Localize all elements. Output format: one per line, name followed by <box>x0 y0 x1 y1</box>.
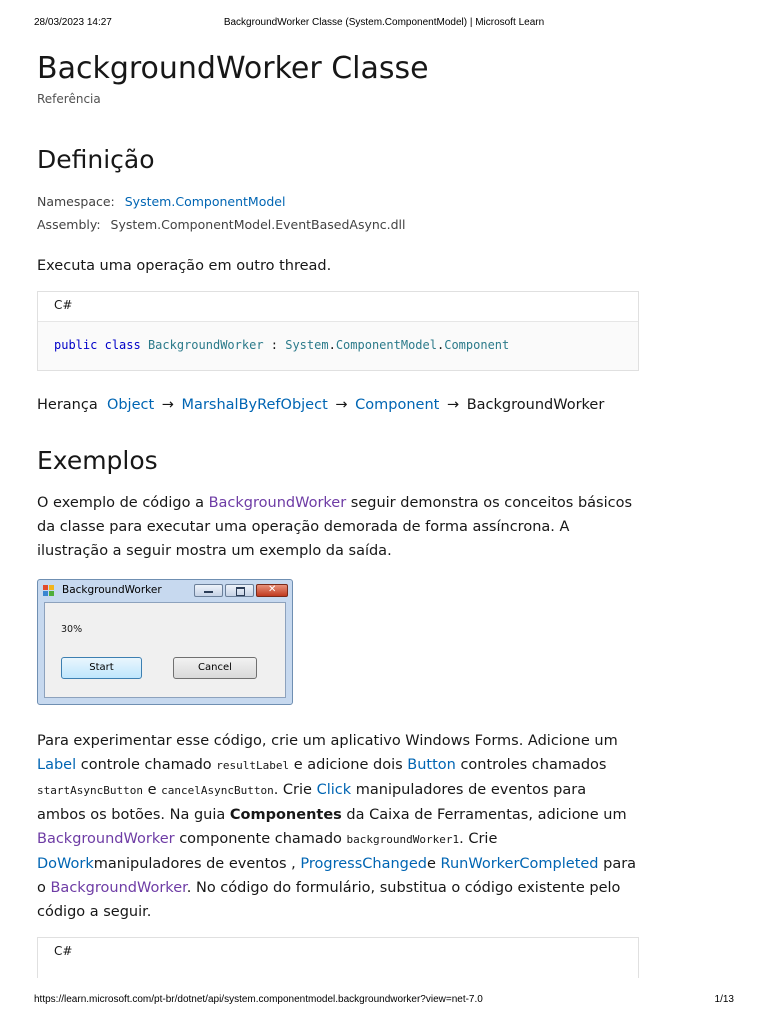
assembly-value: System.ComponentModel.EventBasedAsync.dll <box>110 217 406 232</box>
print-datetime: 28/03/2023 14:27 <box>34 17 112 28</box>
link-backgroundworker[interactable]: BackgroundWorker <box>37 831 175 847</box>
declaration-code[interactable] <box>38 322 638 370</box>
text-run: . Crie <box>273 782 317 798</box>
link-button[interactable]: Button <box>407 757 456 773</box>
code-keyword-public: public <box>54 338 98 352</box>
inline-code-backgroundworker1: backgroundWorker1 <box>346 833 460 846</box>
link-dowork[interactable]: DoWork <box>37 856 94 872</box>
code-ns-componentmodel: ComponentModel <box>335 338 437 352</box>
code-class-name: BackgroundWorker <box>147 338 264 352</box>
link-progresschanged[interactable]: ProgressChanged <box>300 856 427 872</box>
declaration-code-block <box>37 291 639 371</box>
cancel-button[interactable]: Cancel <box>173 657 257 679</box>
link-backgroundworker[interactable]: BackgroundWorker <box>208 495 347 511</box>
inheritance-link-marshalbyrefobject[interactable]: MarshalByRefObject <box>181 397 328 413</box>
print-url: https://learn.microsoft.com/pt-br/dotnet/api/system.componentmodel.backgroundworker?view=net-7.0 <box>34 994 483 1005</box>
text-run: controles chamados <box>455 757 607 773</box>
definition-heading: Definição <box>37 145 155 174</box>
text-run: . Crie <box>459 831 498 847</box>
page-subtitle: Referência <box>37 92 101 106</box>
start-button[interactable]: Start <box>61 657 142 679</box>
print-page-title: BackgroundWorker Classe (System.ComponentModel) | Microsoft Learn <box>223 17 545 28</box>
bold-componentes: Componentes <box>229 807 342 823</box>
text-run: e adicione dois <box>289 757 408 773</box>
inline-code-startasyncbutton: startAsyncButton <box>37 784 143 797</box>
examples-instructions <box>37 729 639 924</box>
assembly-label: Assembly: <box>37 217 101 232</box>
app-icon <box>43 585 55 597</box>
window-titlebar <box>38 580 292 602</box>
print-page-number: 1/13 <box>714 994 734 1005</box>
examples-heading: Exemplos <box>37 446 158 475</box>
namespace-link[interactable]: System.ComponentModel <box>124 194 286 209</box>
inline-code-resultlabel: resultLabel <box>216 759 290 772</box>
inheritance-link-component[interactable]: Component <box>355 397 440 413</box>
assembly-row <box>37 213 639 236</box>
inheritance-link-object[interactable]: Object <box>106 397 155 413</box>
text-run: manipuladores de eventos , <box>93 856 301 872</box>
namespace-label: Namespace: <box>37 194 115 209</box>
class-summary: Executa uma operação em outro thread. <box>37 258 332 274</box>
code-dot: . <box>328 338 336 352</box>
namespace-row <box>37 190 639 213</box>
code-base-class: Component <box>444 338 510 352</box>
link-label[interactable]: Label <box>37 757 77 773</box>
link-backgroundworker[interactable]: BackgroundWorker <box>50 880 187 896</box>
result-label: 30% <box>61 624 83 635</box>
code-language-label: C# <box>54 944 73 958</box>
text-run: manipuladores de eventos para ambos os botões. Na guia <box>37 782 587 823</box>
close-icon[interactable]: ✕ <box>256 584 288 597</box>
link-click[interactable]: Click <box>316 782 352 798</box>
code-separator: : <box>263 338 286 352</box>
link-runworkercompleted[interactable]: RunWorkerCompleted <box>440 856 599 872</box>
inheritance-row <box>37 393 639 417</box>
text-run: Para experimentar esse código, crie um aplicativo Windows Forms. Adicione um <box>37 733 618 749</box>
code-keyword-class: class <box>104 338 141 352</box>
code-ns-system: System <box>285 338 329 352</box>
inheritance-arrow: → <box>161 397 174 413</box>
minimize-icon[interactable] <box>194 584 223 597</box>
text-run: seguir demonstra os conceitos básicos da classe para executar uma operação demorada de forma assíncrona. A ilustração a seguir mostra um exemplo da saída. <box>37 495 633 559</box>
text-run: e <box>142 782 162 798</box>
definition-metadata <box>37 190 639 236</box>
text-run: e <box>427 856 441 872</box>
inheritance-label: Herança <box>37 397 98 413</box>
text-run: controle chamado <box>76 757 217 773</box>
inheritance-arrow: → <box>446 397 460 413</box>
text-run: para o <box>37 856 637 896</box>
inheritance-arrow: → <box>335 397 348 413</box>
page-title: BackgroundWorker Classe <box>37 51 429 86</box>
window-client-area <box>44 602 286 698</box>
window-title: BackgroundWorker <box>62 584 162 596</box>
inheritance-current-class: BackgroundWorker <box>466 397 605 413</box>
text-run: O exemplo de código a <box>37 495 209 511</box>
example-output-window <box>37 579 293 705</box>
text-run: da Caixa de Ferramentas, adicione um <box>341 807 627 823</box>
example-code-block <box>37 937 639 978</box>
code-language-label: C# <box>38 292 638 322</box>
text-run: componente chamado <box>174 831 347 847</box>
inline-code-cancelasyncbutton: cancelAsyncButton <box>161 784 274 797</box>
examples-intro <box>37 491 639 563</box>
text-run: . No código do formulário, substitua o código existente pelo código a seguir. <box>37 880 621 920</box>
maximize-icon[interactable] <box>225 584 254 597</box>
code-dot: . <box>436 338 445 352</box>
article <box>37 50 639 978</box>
